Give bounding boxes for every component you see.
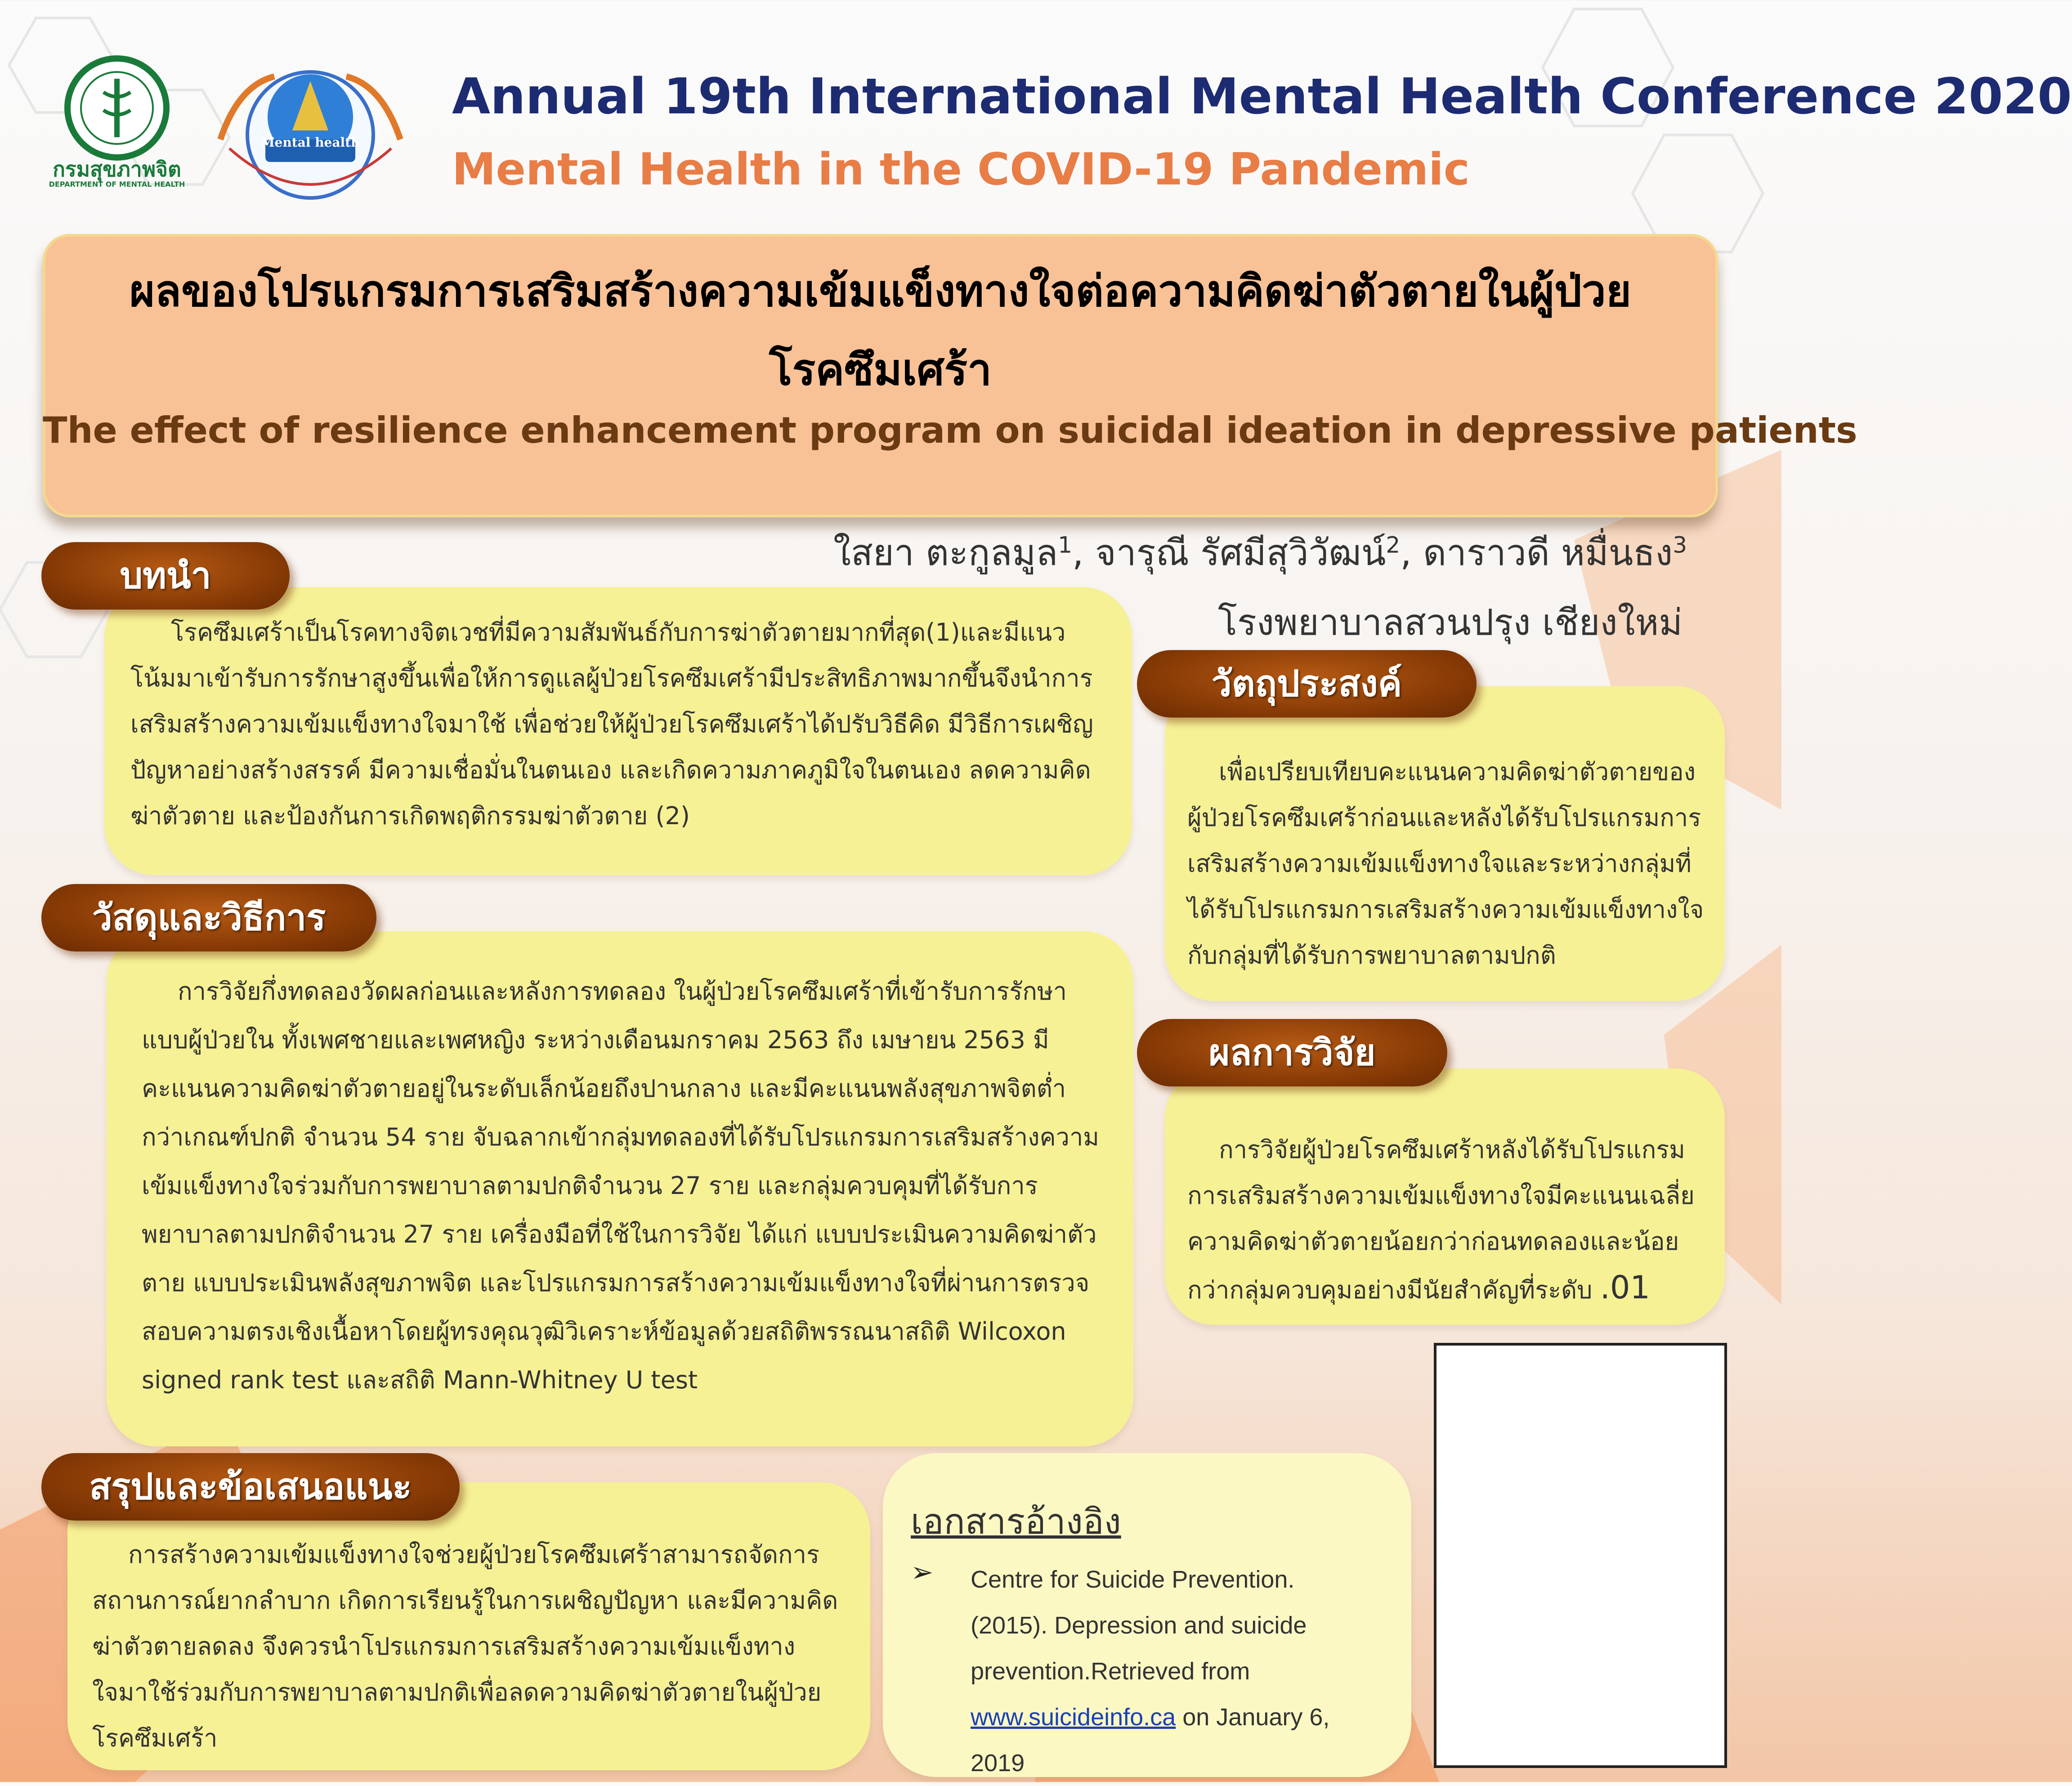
author-2-affil: 2 — [1386, 532, 1401, 558]
affiliation: โรงพยาบาลสวนปรุง เชียงใหม่ — [1217, 601, 1683, 643]
reference-1 — [971, 1557, 1366, 1786]
results-body — [1187, 1127, 1705, 1313]
methods-body: การวิจัยกึ่งทดลองวัดผลก่อนและหลังการทดลอง ในผู้ป่วยโรคซึมเศร้าที่เข้ารับการรักษาแบบผู้ป่วยใน ทั้งเพศชายและเพศหญิง ระหว่างเดือนมกราคม 2563 ถึง เมษายน 2563 มีคะแนนความคิดฆ่าตัวตายอยู่ในระดับเล็กน้อยถึงปานกลาง และมีคะแนนพลังสุขภาพจิตต่ำกว่าเกณฑ์ปกติ จำนวน 54 ราย จับฉลากเข้ากลุ่มทดลองที่ได้รับโปรแกรมการเสริมสร้างความเข้มแข็งทางใจร่วมกับการพยาบาลตามปกติจำนวน 27 ราย และกลุ่มควบคุมที่ได้รับการพยาบาลตามปกติจำนวน 27 ราย เครื่องมือที่ใช้ในการวิจัย ได้แก่ แบบประเมินความคิดฆ่าตัวตาย แบบประเมินพลังสุขภาพจิต และโปรแกรมการสร้างความเข้มแข็งทางใจที่ผ่านการตรวจสอบความตรงเชิงเนื้อหาโดยผู้ทรงคุณวุฒิวิเคราะห์ข้อมูลด้วยสถิติพรรณนาสถิติ Wilcoxon signed rank test และสถิติ Mann-Whitney U test — [142, 977, 1099, 1394]
author-3: ดาราวดี หมื่นธง — [1423, 532, 1673, 574]
reference-1-text: Centre for Suicide Prevention. (2015). Depression and suicide prevention.Retrieved from — [971, 1566, 1307, 1685]
title-english: The effect of resilience enhancement program on suicidal ideation in depressive patients — [43, 409, 1857, 451]
conference-logo-text: Mental health — [260, 135, 360, 150]
results-significance: .01 — [1600, 1269, 1650, 1306]
references-heading: เอกสารอ้างอิง — [911, 1502, 1121, 1542]
author-3-affil: 3 — [1673, 532, 1687, 558]
author-1: ใสยา ตะกูลมูล — [833, 532, 1058, 574]
author-1-affil: 1 — [1058, 532, 1072, 558]
objective-body: เพื่อเปรียบเทียบคะแนนความคิดฆ่าตัวตายของผู้ป่วยโรคซึมเศร้าก่อนและหลังได้รับโปรแกรมการเสริมสร้างความเข้มแข็งทางใจและระหว่างกลุ่มที่ได้รับโปรแกรมการเสริมสร้างความเข้มแข็งทางใจกับกลุ่มที่ได้รับการพยาบาลตามปกติ — [1187, 758, 1704, 969]
author-2: จารุณี รัศมีสุวิวัฒน์ — [1095, 532, 1386, 574]
results-heading: ผลการวิจัย — [1137, 1019, 1447, 1086]
author-sep: , — [1072, 532, 1095, 574]
conference-logo — [211, 49, 409, 211]
reference-1-link[interactable]: www.suicideinfo.ca — [971, 1704, 1176, 1731]
methods-heading: วัสดุและวิธีการ — [41, 884, 376, 951]
conference-title: Annual 19th International Mental Health Conference 2020 — [452, 67, 2072, 125]
ministry-logo-subtext: DEPARTMENT OF MENTAL HEALTH — [49, 180, 185, 188]
conclusion-body: การสร้างความเข้มแข็งทางใจช่วยผู้ป่วยโรคซึมเศร้าสามารถจัดการสถานการณ์ยากลำบาก เกิดการเรียนรู้ในการเผชิญปัญหา และมีความคิดฆ่าตัวตายลดลง จึงควรนำโปรแกรมการเสริมสร้างความเข้มแข็งทางใจมาใช้ร่วมกับการพยาบาลตามปกติเพื่อลดความคิดฆ่าตัวตายในผู้ป่วยโรคซึมเศร้า — [92, 1540, 838, 1752]
results-text: การวิจัยผู้ป่วยโรคซึมเศร้าหลังได้รับโปรแกรมการเสริมสร้างความเข้มแข็งทางใจมีคะแนนเฉลี่ยความคิดฆ่าตัวตายน้อยกว่าก่อนทดลองและน้อยกว่ากลุ่มควบคุมอย่างมีนัยสำคัญที่ระดับ — [1187, 1135, 1695, 1304]
intro-body: โรคซึมเศร้าเป็นโรคทางจิตเวชที่มีความสัมพันธ์กับการฆ่าตัวตายมากที่สุด(1)และมีแนวโน้มมาเข้ารับการรักษาสูงขึ้นเพื่อให้การดูแลผู้ป่วยโรคซึมเศร้ามีประสิทธิภาพมากขึ้นจึงนำการเสริมสร้างความเข้มแข็งทางใจมาใช้ เพื่อช่วยให้ผู้ป่วยโรคซึมเศร้าได้ปรับวิธีคิด มีวิธีการเผชิญปัญหาอย่างสร้างสรรค์ มีความเชื่อมั่นในตนเอง และเกิดความภาคภูมิใจในตนเอง ลดความคิดฆ่าตัวตาย และป้องกันการเกิดพฤติกรรมฆ่าตัวตาย (2) — [130, 618, 1093, 830]
conclusion-heading: สรุปและข้อเสนอแนะ — [41, 1453, 460, 1521]
bullet-arrow-icon: ➢ — [911, 1557, 934, 1588]
author-sep: , — [1400, 532, 1423, 574]
reference-1-suffix: on January 6, 2019 — [971, 1704, 1330, 1777]
authors — [833, 524, 1687, 581]
photo-frame — [1434, 1343, 1727, 1768]
conference-subtitle: Mental Health in the COVID-19 Pandemic — [452, 144, 1470, 195]
title-thai: ผลของโปรแกรมการเสริมสร้างความเข้มแข็งทางใจต่อความคิดฆ่าตัวตายในผู้ป่วยโรคซึมเศร้า — [129, 266, 1632, 395]
ministry-logo-text: กรมสุขภาพจิต — [53, 157, 181, 181]
objective-heading: วัตถุประสงค์ — [1137, 650, 1477, 718]
intro-heading: บทนำ — [41, 542, 290, 610]
